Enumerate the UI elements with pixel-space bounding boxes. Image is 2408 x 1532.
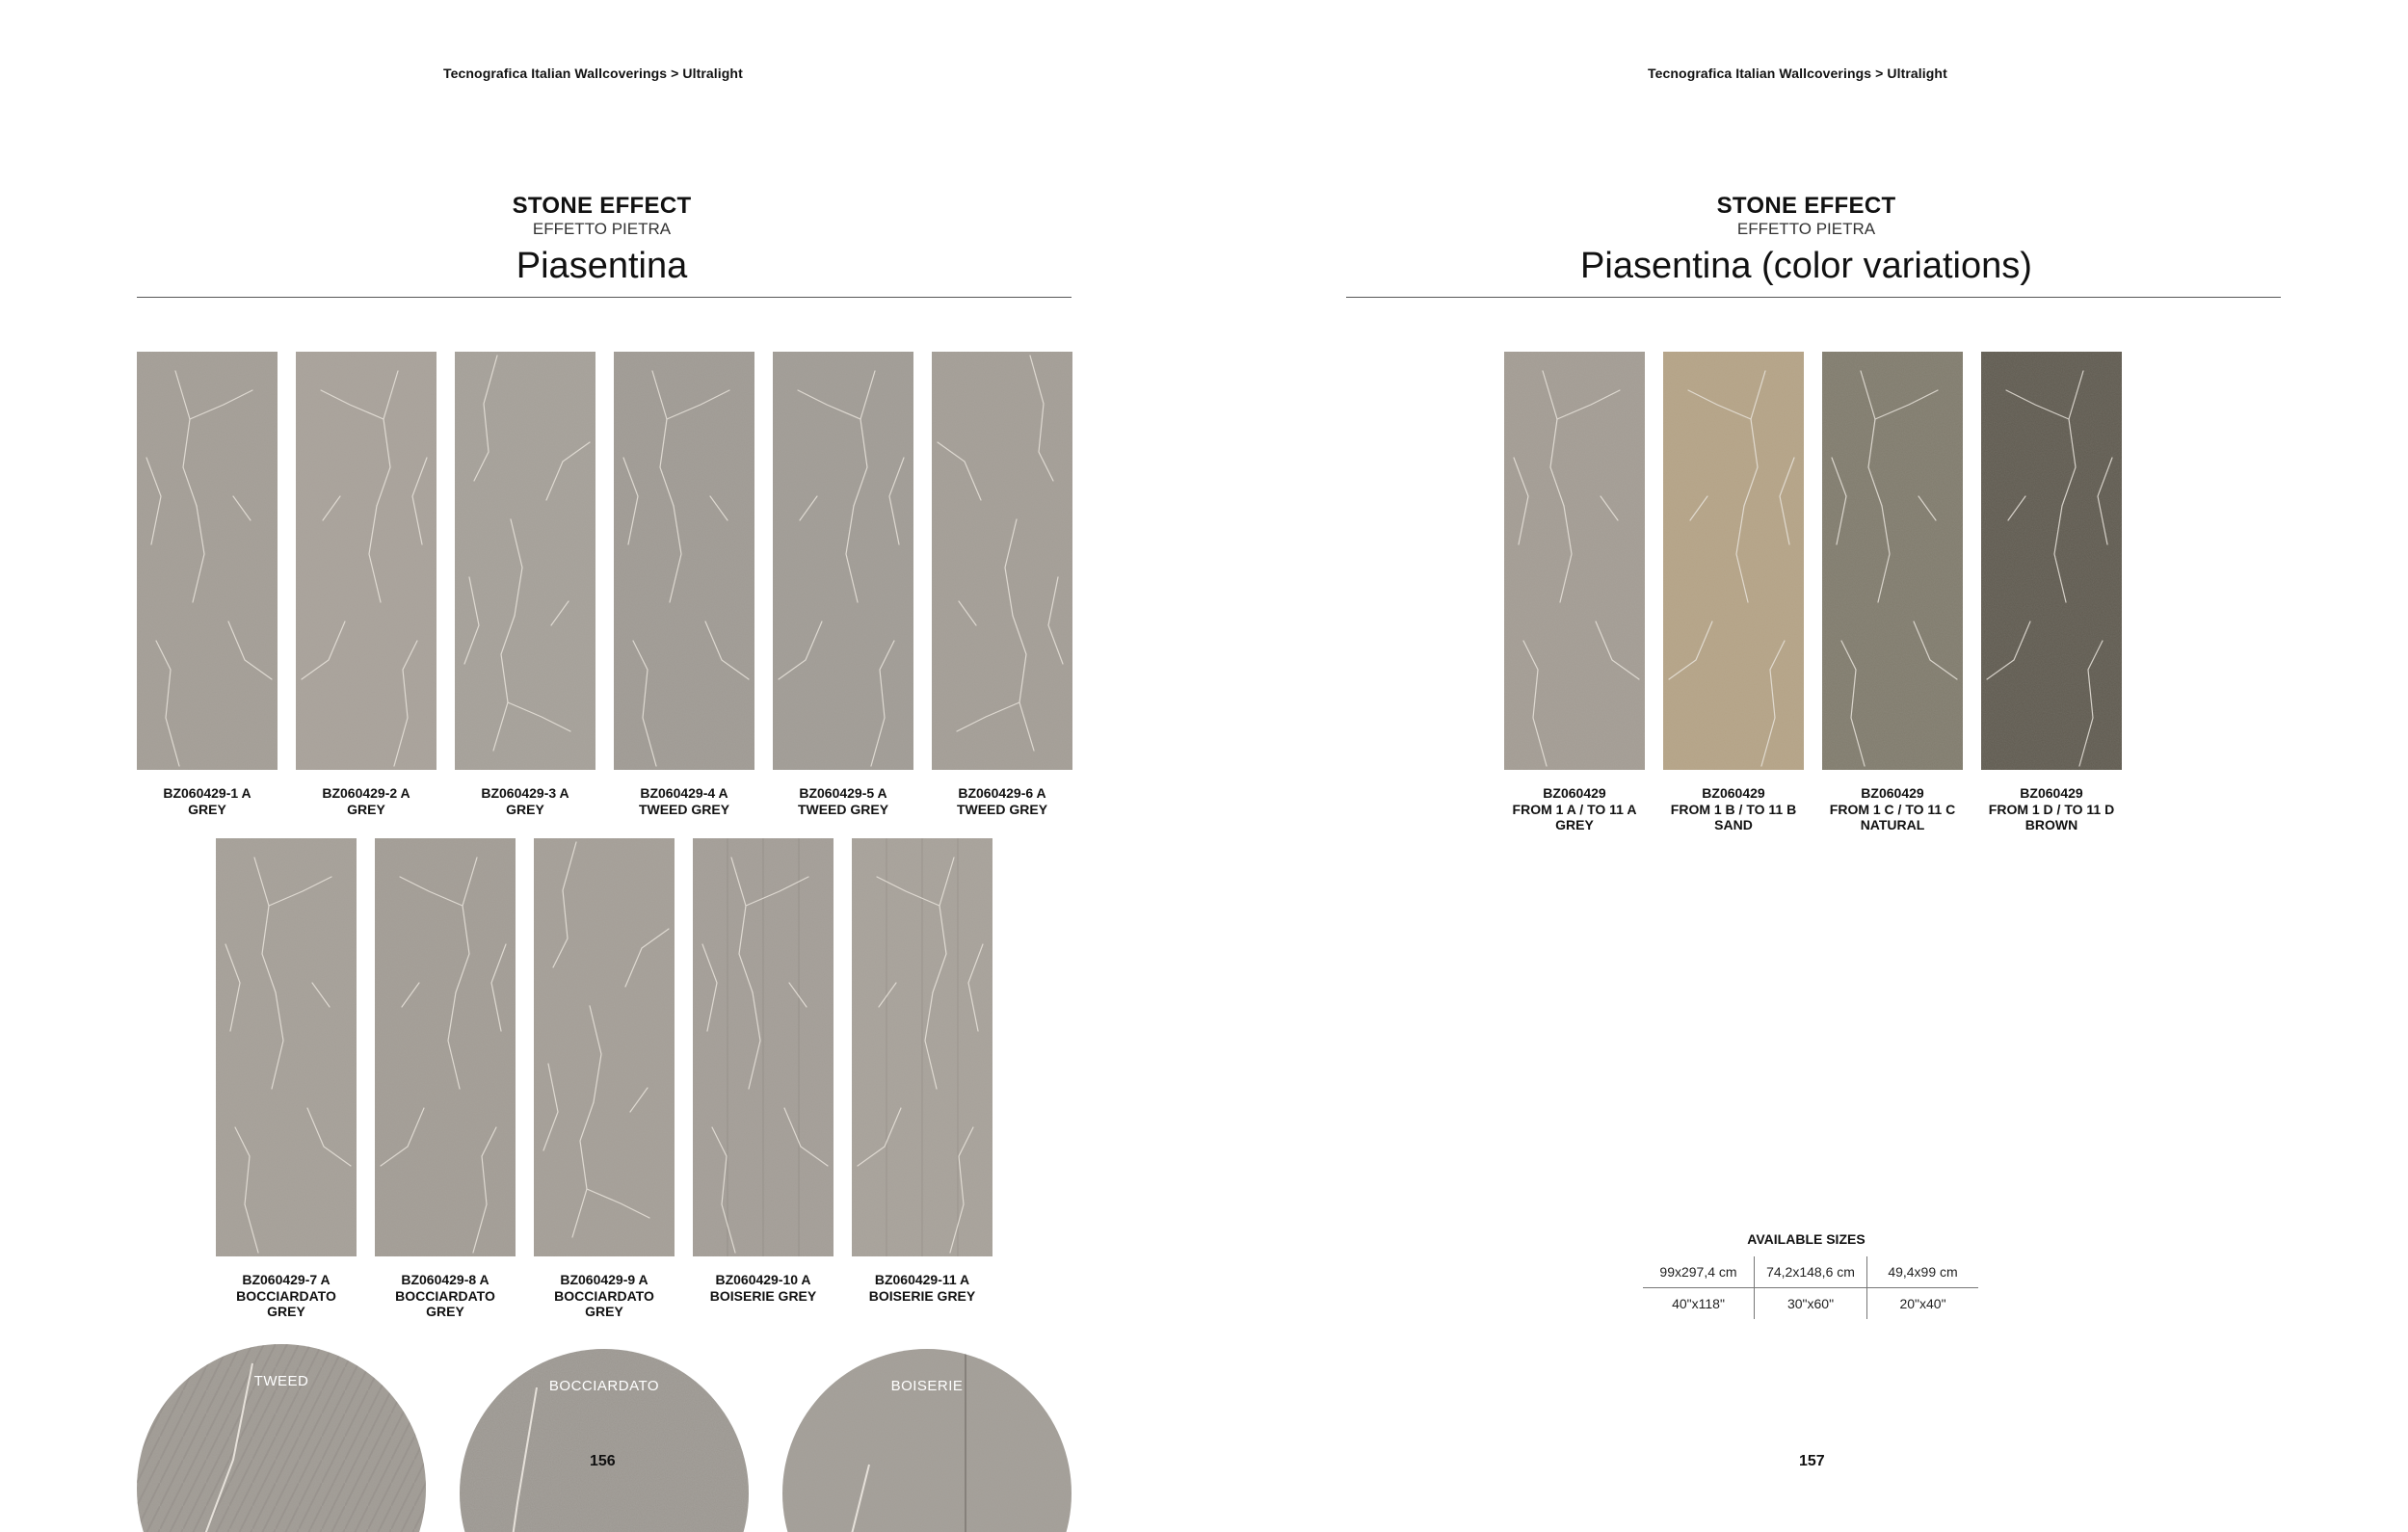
section-heading — [0, 193, 1204, 289]
variation-name: SAND — [1714, 817, 1753, 832]
tile-name: BOCCIARDATO — [395, 1287, 495, 1304]
tile-label — [358, 1272, 532, 1320]
tile-swatch[interactable] — [773, 352, 913, 770]
tile-code: BZ060429-6 A — [958, 785, 1046, 801]
tile-name: GREY — [347, 801, 385, 817]
variation-code: BZ060429 — [2020, 785, 2083, 801]
tile-name: BOCCIARDATO — [236, 1287, 336, 1304]
breadcrumb: Tecnografica Italian Wallcoverings > Ultralight — [1648, 66, 1947, 81]
tile-swatch[interactable] — [932, 352, 1072, 770]
page-number: 157 — [1799, 1453, 1825, 1469]
tile-name: GREY — [506, 801, 544, 817]
page-title: Piasentina — [516, 246, 688, 286]
tile-label — [597, 785, 771, 817]
variation-range: FROM 1 C / TO 11 C — [1829, 801, 1956, 817]
sizes-imperial-row — [1643, 1288, 1978, 1320]
tile-label — [835, 1272, 1009, 1304]
variation-range: FROM 1 A / TO 11 A — [1512, 801, 1637, 817]
tile-name: GREY — [188, 801, 226, 817]
tile-code: BZ060429-3 A — [481, 785, 569, 801]
heading-divider — [1346, 297, 2281, 298]
tile-name: BOCCIARDATO — [554, 1287, 654, 1304]
variation-swatch-grey[interactable] — [1504, 352, 1645, 770]
effect-title: STONE EFFECT — [1716, 193, 1896, 219]
right-page — [1204, 0, 2408, 1532]
tile-name: BOISERIE GREY — [709, 1287, 817, 1304]
detail-circle-tweed — [137, 1344, 426, 1532]
tile-code: BZ060429-10 A — [715, 1272, 811, 1287]
variation-name: BROWN — [2024, 817, 2078, 832]
tile-label — [279, 785, 453, 817]
section-heading — [1204, 193, 2408, 289]
tile-name-2: GREY — [426, 1304, 464, 1319]
tile-swatch[interactable] — [216, 838, 357, 1256]
tile-name-2: GREY — [267, 1304, 305, 1319]
effect-subtitle: EFFETTO PIETRA — [532, 220, 672, 238]
tile-swatch[interactable] — [693, 838, 834, 1256]
tile-swatch[interactable] — [614, 352, 754, 770]
detail-circle-bocciardato — [460, 1349, 749, 1532]
tile-label — [199, 1272, 373, 1320]
sizes-title: AVAILABLE SIZES — [1747, 1231, 1866, 1247]
tile-code: BZ060429-11 A — [874, 1272, 970, 1287]
sizes-table — [1643, 1256, 1978, 1319]
size-cell: 20"x40" — [1867, 1288, 1979, 1320]
tile-code: BZ060429-2 A — [322, 785, 410, 801]
size-cell: 99x297,4 cm — [1643, 1256, 1755, 1288]
tile-name: BOISERIE GREY — [868, 1287, 976, 1304]
variation-label — [1647, 785, 1820, 833]
tile-name: TWEED GREY — [956, 801, 1048, 817]
variation-code: BZ060429 — [1543, 785, 1606, 801]
size-cell: 40"x118" — [1672, 1296, 1725, 1311]
tile-code: BZ060429-1 A — [163, 785, 251, 801]
tile-label — [676, 1272, 850, 1304]
page-title: Piasentina (color variations) — [1580, 246, 2032, 286]
variation-range: FROM 1 B / TO 11 B — [1670, 801, 1797, 817]
variation-range: FROM 1 D / TO 11 D — [1988, 801, 2115, 817]
size-cell: 74,2x148,6 cm — [1755, 1256, 1867, 1288]
tile-swatch[interactable] — [296, 352, 437, 770]
tile-name-2: GREY — [585, 1304, 623, 1319]
tile-swatch[interactable] — [852, 838, 992, 1256]
detail-label: BOISERIE — [890, 1378, 964, 1394]
sizes-metric-row — [1643, 1256, 1978, 1288]
variation-code: BZ060429 — [1861, 785, 1924, 801]
tile-code: BZ060429-5 A — [799, 785, 887, 801]
tile-code: BZ060429-9 A — [560, 1272, 648, 1287]
tile-label — [438, 785, 612, 817]
tile-name: TWEED GREY — [797, 801, 889, 817]
tile-swatch[interactable] — [375, 838, 516, 1256]
tile-label — [517, 1272, 691, 1320]
size-cell: 30"x60" — [1755, 1288, 1867, 1320]
tile-swatch[interactable] — [455, 352, 595, 770]
tile-label — [120, 785, 294, 817]
detail-label: BOCCIARDATO — [548, 1378, 660, 1394]
tile-swatch[interactable] — [137, 352, 278, 770]
heading-divider — [137, 297, 1072, 298]
variation-label — [1806, 785, 1979, 833]
variation-swatch-natural[interactable] — [1822, 352, 1963, 770]
variation-name: NATURAL — [1860, 817, 1925, 832]
variation-code: BZ060429 — [1702, 785, 1765, 801]
tile-label — [756, 785, 930, 817]
tile-code: BZ060429-8 A — [401, 1272, 490, 1287]
variation-swatch-brown[interactable] — [1981, 352, 2122, 770]
tile-name: TWEED GREY — [638, 801, 730, 817]
variation-label — [1488, 785, 1661, 833]
variation-name: GREY — [1555, 817, 1594, 832]
size-cell: 49,4x99 cm — [1867, 1256, 1979, 1288]
page-number: 156 — [590, 1453, 616, 1469]
variation-swatch-sand[interactable] — [1663, 352, 1804, 770]
tile-code: BZ060429-4 A — [640, 785, 728, 801]
detail-label: TWEED — [253, 1373, 309, 1389]
breadcrumb: Tecnografica Italian Wallcoverings > Ultralight — [443, 66, 743, 81]
detail-circle-boiserie — [782, 1349, 1072, 1532]
effect-subtitle: EFFETTO PIETRA — [1736, 220, 1876, 238]
tile-swatch[interactable] — [534, 838, 675, 1256]
tile-code: BZ060429-7 A — [242, 1272, 331, 1287]
variation-label — [1965, 785, 2138, 833]
effect-title: STONE EFFECT — [512, 193, 692, 219]
tile-label — [915, 785, 1089, 817]
